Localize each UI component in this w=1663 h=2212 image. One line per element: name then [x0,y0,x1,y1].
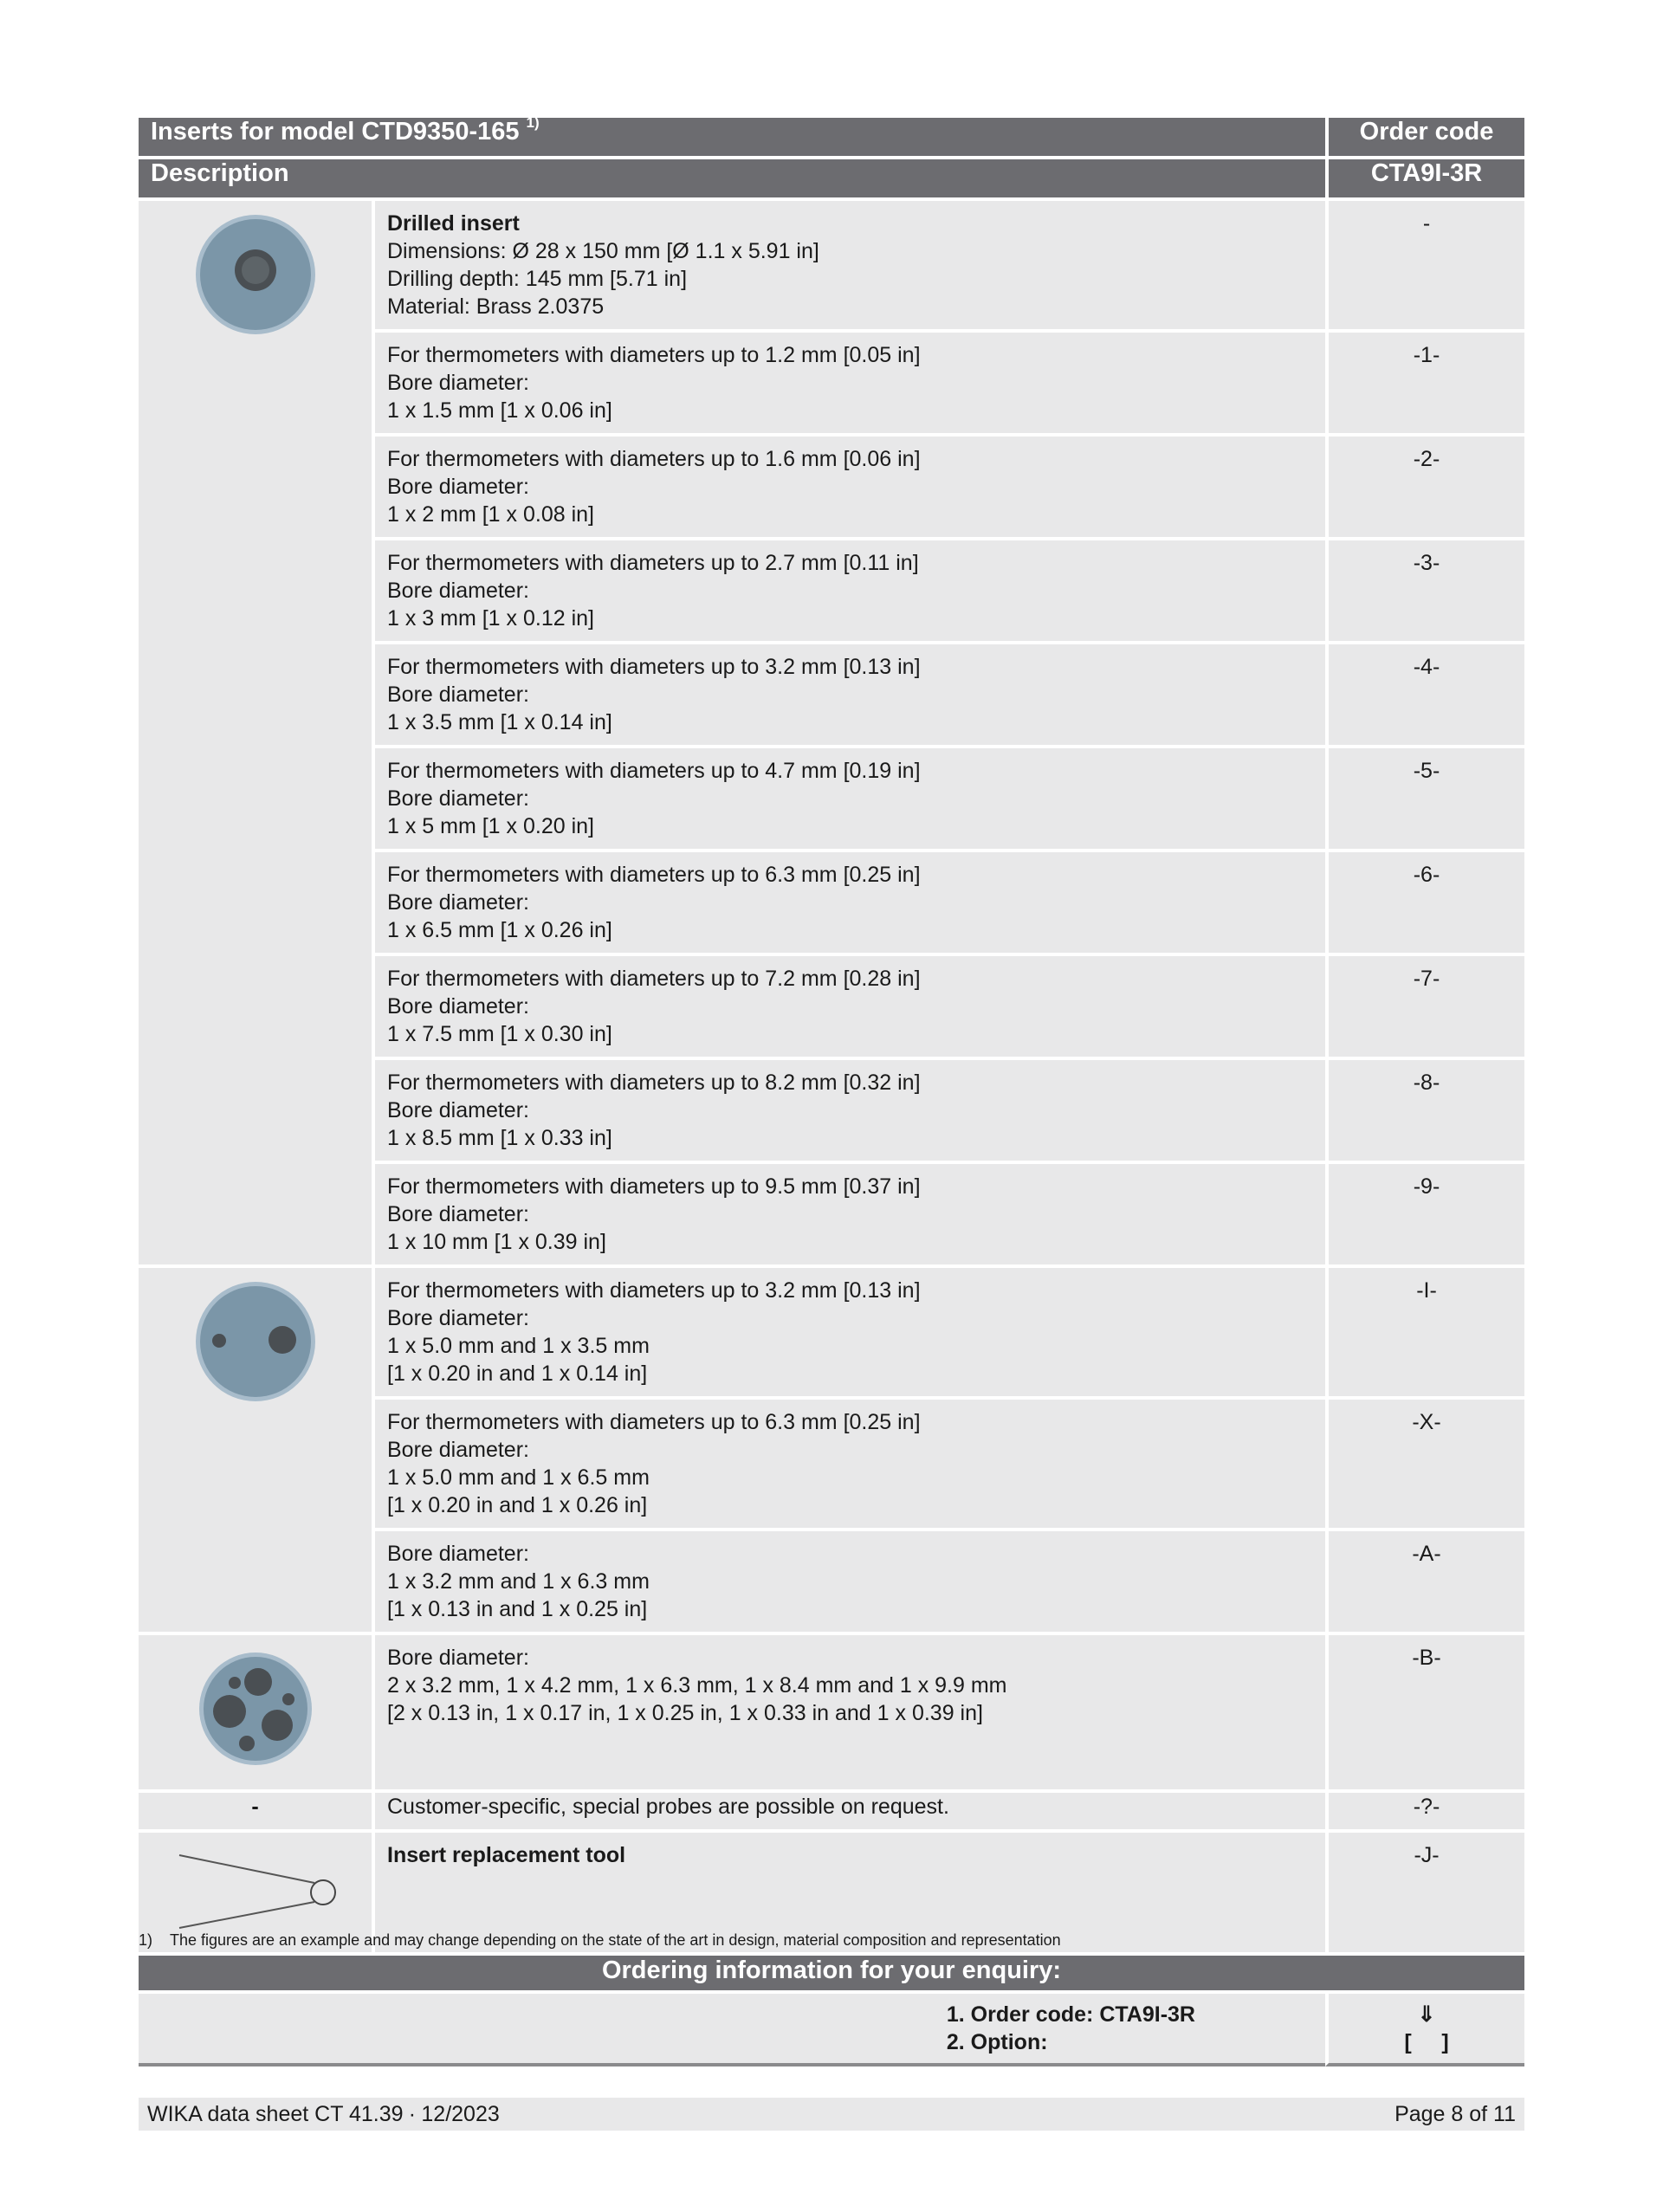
ordering-row [139,1994,1524,2066]
order-code-cell: -6- [1325,852,1524,956]
description-line: For thermometers with diameters up to 9.5 mm [0.37 in] [387,1174,921,1199]
order-code-cell: -9- [1325,1164,1524,1268]
order-code-cell: - [1325,201,1524,333]
description-line: For thermometers with diameters up to 6.3 mm [0.25 in] [387,863,921,887]
description-cell [375,540,1325,644]
description-cell [375,437,1325,540]
description-line: Drilled insert [387,211,520,236]
description-line: [1 x 0.13 in and 1 x 0.25 in] [387,1597,648,1621]
description-line: 1 x 7.5 mm [1 x 0.30 in] [387,1022,612,1046]
description-line: Customer-specific, special probes are possible on request. [387,1795,949,1819]
description-line: Insert replacement tool [387,1843,626,1867]
order-code-cell: -J- [1325,1833,1524,1956]
footer-doc-id: WIKA data sheet CT 41.39 ∙ 12/2023 [147,2102,500,2126]
description-line: Dimensions: Ø 28 x 150 mm [Ø 1.1 x 5.91 in] [387,239,819,263]
ordering-header: Ordering information for your enquiry: [139,1956,1524,1994]
insert-image-cell [139,1793,375,1833]
description-cell [375,644,1325,748]
description-line: Material: Brass 2.0375 [387,294,605,319]
description-line: Bore diameter: [387,890,529,915]
description-cell [375,201,1325,333]
option-line: 2. Option: [946,2030,1048,2054]
description-line: Bore diameter: [387,1098,529,1122]
order-code-cell: -A- [1325,1531,1524,1635]
ordering-values [1325,1994,1524,2066]
description-line: Bore diameter: [387,1438,529,1462]
description-cell [375,852,1325,956]
table-title-row [139,118,1524,159]
description-line: Bore diameter: [387,786,529,811]
description-header-row [139,159,1524,201]
order-code-line: 1. Order code: CTA9I-3R [946,2002,1195,2027]
description-line: 1 x 8.5 mm [1 x 0.33 in] [387,1126,612,1150]
order-code-cell: -2- [1325,437,1524,540]
ordering-table [139,1956,1524,2066]
order-code-cell: -I- [1325,1268,1524,1400]
insert-image-cell [139,1268,375,1635]
option-bracket: [ ] [1404,2030,1449,2054]
description-cell [375,1635,1325,1793]
description-line: Bore diameter: [387,1202,529,1226]
description-cell [375,1268,1325,1400]
description-line: 2 x 3.2 mm, 1 x 4.2 mm, 1 x 6.3 mm, 1 x 8.4 mm and 1 x 9.9 mm [387,1673,1007,1698]
order-code-cell: -4- [1325,644,1524,748]
description-line: 1 x 5.0 mm and 1 x 6.5 mm [387,1465,650,1490]
description-cell [375,333,1325,437]
order-code-cell: -8- [1325,1060,1524,1164]
description-line: 1 x 5.0 mm and 1 x 3.5 mm [387,1334,650,1358]
description-line: 1 x 6.5 mm [1 x 0.26 in] [387,918,612,942]
description-cell [375,1400,1325,1531]
description-line: Drilling depth: 145 mm [5.71 in] [387,267,688,291]
ordering-labels [139,1994,1325,2066]
code-header: CTA9I-3R [1325,159,1524,201]
table-row [139,1268,1524,1400]
description-line: For thermometers with diameters up to 7.2 mm [0.28 in] [387,967,921,991]
order-code-cell: -3- [1325,540,1524,644]
order-code-cell: -?- [1325,1793,1524,1833]
insert-image-cell [139,1635,375,1793]
description-line: 1 x 3.5 mm [1 x 0.14 in] [387,710,612,734]
order-code-cell: -B- [1325,1635,1524,1793]
description-line: For thermometers with diameters up to 3.2 mm [0.13 in] [387,655,921,679]
order-code-header: Order code [1325,118,1524,159]
ordering-header-row [139,1956,1524,1994]
description-line: Bore diameter: [387,994,529,1019]
table-title: Inserts for model CTD9350-165 $^{1)}$ [139,118,1325,159]
description-cell [375,1793,1325,1833]
description-line: For thermometers with diameters up to 1.2 mm [0.05 in] [387,343,921,367]
description-line: Bore diameter: [387,682,529,707]
multi-bore-insert-icon [191,1644,320,1781]
order-code-cell: -7- [1325,956,1524,1060]
description-line: For thermometers with diameters up to 3.2 mm [0.13 in] [387,1278,921,1303]
description-line: 1 x 1.5 mm [1 x 0.06 in] [387,398,612,423]
footnote-text: The figures are an example and may change depending on the state of the art in design, material composition and representation [170,1931,1061,1949]
replacement-tool-icon [169,1841,342,1944]
description-line: Bore diameter: [387,1542,529,1566]
description-line: 1 x 3.2 mm and 1 x 6.3 mm [387,1569,650,1594]
description-line: [1 x 0.20 in and 1 x 0.26 in] [387,1493,648,1517]
description-line: Bore diameter: [387,475,529,499]
description-header: Description [139,159,1325,201]
description-line: For thermometers with diameters up to 4.7 mm [0.19 in] [387,759,921,783]
no-image-dash: - [251,1795,259,1819]
order-code-cell: -X- [1325,1400,1524,1531]
data-sheet-page [139,114,1524,2066]
description-line: For thermometers with diameters up to 1.6 mm [0.06 in] [387,447,921,471]
description-line: Bore diameter: [387,1306,529,1330]
description-line: [1 x 0.20 in and 1 x 0.14 in] [387,1361,648,1386]
description-line: For thermometers with diameters up to 8.2 mm [0.32 in] [387,1070,921,1095]
table-row [139,1793,1524,1833]
description-cell [375,748,1325,852]
dual-bore-insert-icon [191,1277,320,1413]
page-footer [139,2098,1524,2131]
description-line: 1 x 5 mm [1 x 0.20 in] [387,814,594,838]
description-line: For thermometers with diameters up to 6.3 mm [0.25 in] [387,1410,921,1434]
order-code-cell: -1- [1325,333,1524,437]
description-line: Bore diameter: [387,371,529,395]
description-cell [375,1531,1325,1635]
description-cell [375,956,1325,1060]
description-line: For thermometers with diameters up to 2.7 mm [0.11 in] [387,551,919,575]
footer-page-number: Page 8 of 11 [1394,2102,1516,2126]
inserts-table [139,114,1524,1956]
description-line: 1 x 10 mm [1 x 0.39 in] [387,1230,606,1254]
description-line: [2 x 0.13 in, 1 x 0.17 in, 1 x 0.25 in, 1 x 0.33 in and 1 x 0.39 in] [387,1701,983,1725]
insert-image-cell [139,201,375,1268]
description-line: Bore diameter: [387,579,529,603]
description-line: 1 x 2 mm [1 x 0.08 in] [387,502,594,527]
single-bore-insert-icon [191,210,320,346]
down-arrow-icon: ⇓ [1417,2002,1436,2027]
description-cell [375,1164,1325,1268]
footnote-number: 1) [139,1931,153,1949]
order-code-cell: -5- [1325,748,1524,852]
description-line: 1 x 3 mm [1 x 0.12 in] [387,606,594,631]
table-row [139,1635,1524,1793]
description-cell [375,1060,1325,1164]
description-line: Bore diameter: [387,1646,529,1670]
table-row [139,201,1524,333]
footnote [139,1931,1061,1950]
